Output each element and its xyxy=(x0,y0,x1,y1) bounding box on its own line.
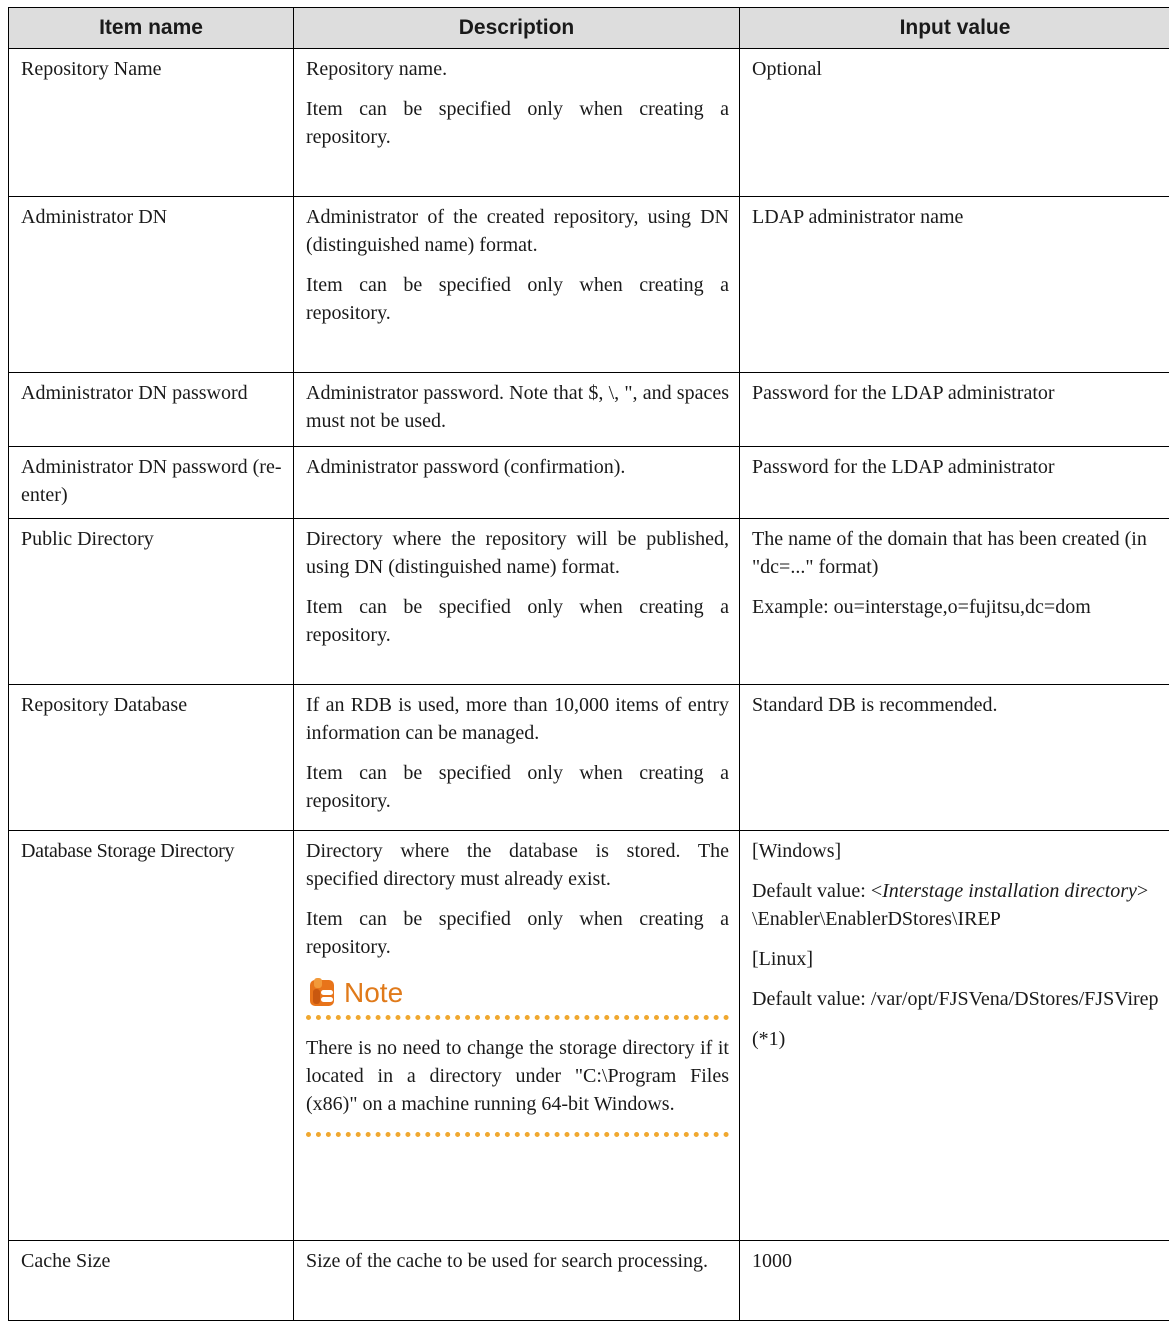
input-value-cell xyxy=(740,49,1169,197)
description-text: Item can be specified only when creating a repository. xyxy=(306,596,729,646)
input-value-text: Password for the LDAP administrator xyxy=(752,382,1055,404)
input-value-text: Optional xyxy=(752,58,822,80)
description-cell xyxy=(294,447,740,519)
table-row xyxy=(9,197,1169,373)
input-value-text: The name of the domain that has been created (in "dc=..." format) xyxy=(752,528,1147,578)
item-name-cell: Administrator DN xyxy=(9,197,294,373)
input-value-text: Standard DB is recommended. xyxy=(752,694,998,716)
description-cell xyxy=(294,1241,740,1321)
description-cell xyxy=(294,831,740,1241)
item-name-cell: Public Directory xyxy=(9,519,294,685)
table-row xyxy=(9,519,1169,685)
note-hand-icon xyxy=(306,976,338,1010)
default-value-suffix: > \Enabler\EnablerDStores\IREP xyxy=(752,880,1149,930)
note-heading xyxy=(306,973,729,1013)
input-value-text: 1000 xyxy=(752,1250,792,1272)
note-divider xyxy=(306,1132,729,1137)
item-name-cell: Repository Database xyxy=(9,685,294,831)
description-cell xyxy=(294,519,740,685)
item-name-cell: Cache Size xyxy=(9,1241,294,1321)
table-row xyxy=(9,831,1169,1241)
table-row xyxy=(9,447,1169,519)
footnote-ref: (*1) xyxy=(752,1028,786,1050)
description-text: Administrator password. Note that $, \, ", and spaces must not be used. xyxy=(306,382,729,432)
input-value-cell xyxy=(740,373,1169,447)
item-name-cell: Administrator DN password xyxy=(9,373,294,447)
note-text: There is no need to change the storage directory if it located in a directory under "C:\Program Files (x86)" on a machine running 64-bit Windows. xyxy=(306,1037,729,1115)
input-value-text: [Linux] xyxy=(752,948,814,970)
description-text: If an RDB is used, more than 10,000 items of entry information can be managed. xyxy=(306,694,729,744)
header-row xyxy=(9,8,1169,49)
input-value-cell xyxy=(740,685,1169,831)
note-divider xyxy=(306,1015,729,1020)
description-cell xyxy=(294,49,740,197)
table-row xyxy=(9,373,1169,447)
input-value-text: LDAP administrator name xyxy=(752,206,964,228)
input-value-text: Password for the LDAP administrator xyxy=(752,456,1055,478)
table-row xyxy=(9,49,1169,197)
input-value-cell xyxy=(740,447,1169,519)
header-description: Description xyxy=(294,8,740,49)
description-text: Administrator password (confirmation). xyxy=(306,456,626,478)
description-text: Administrator of the created repository, using DN (distinguished name) format. xyxy=(306,206,729,256)
settings-table xyxy=(8,7,1169,1321)
header-input-value: Input value xyxy=(740,8,1169,49)
description-text: Item can be specified only when creating a repository. xyxy=(306,762,729,812)
description-cell xyxy=(294,373,740,447)
description-cell xyxy=(294,685,740,831)
item-name-cell: Database Storage Directory xyxy=(9,831,294,1241)
description-text: Size of the cache to be used for search processing. xyxy=(306,1250,709,1272)
description-text: Item can be specified only when creating a repository. xyxy=(306,908,729,958)
header-item-name: Item name xyxy=(9,8,294,49)
input-value-cell xyxy=(740,197,1169,373)
input-value-text xyxy=(752,877,1160,933)
note-title: Note xyxy=(344,977,404,1008)
input-value-cell xyxy=(740,831,1169,1241)
item-name-cell: Administrator DN password (re-enter) xyxy=(9,447,294,519)
input-value-text: Example: ou=interstage,o=fujitsu,dc=dom xyxy=(752,596,1091,618)
description-text: Item can be specified only when creating a repository. xyxy=(306,274,729,324)
install-dir-placeholder: Interstage installation directory xyxy=(882,880,1137,902)
description-text: Item can be specified only when creating a repository. xyxy=(306,98,729,148)
input-value-text: [Windows] xyxy=(752,840,842,862)
table-row xyxy=(9,1241,1169,1321)
item-name-cell: Repository Name xyxy=(9,49,294,197)
input-value-cell xyxy=(740,1241,1169,1321)
description-cell xyxy=(294,197,740,373)
table-row xyxy=(9,685,1169,831)
description-text: Directory where the repository will be published, using DN (distinguished name) format. xyxy=(306,528,729,578)
input-value-cell xyxy=(740,519,1169,685)
input-value-text: Default value: /var/opt/FJSVena/DStores/FJSVirep xyxy=(752,988,1159,1010)
description-text: Repository name. xyxy=(306,58,448,80)
description-text: Directory where the database is stored. The specified directory must already exist. xyxy=(306,840,729,890)
default-value-prefix: Default value: < xyxy=(752,880,883,902)
